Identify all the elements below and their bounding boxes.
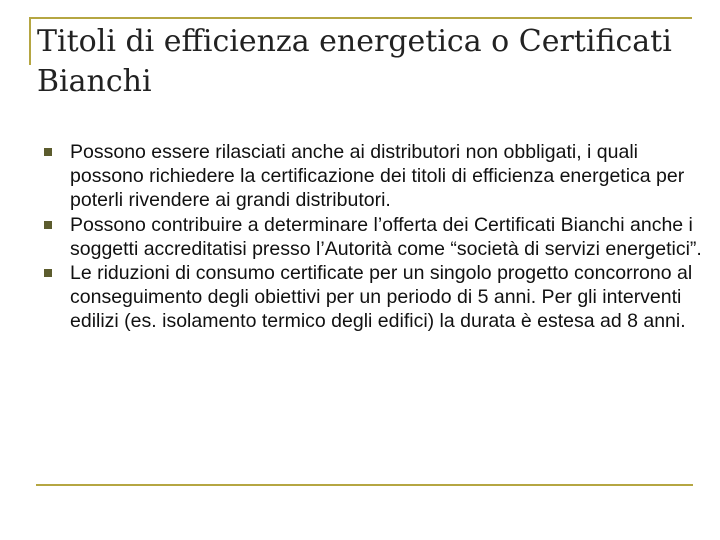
square-bullet-icon [44,269,52,277]
bullet-item [44,213,709,261]
bullet-item [44,261,709,334]
bullet-text: Possono essere rilasciati anche ai distributori non obbligati, i quali possono richiedere la certificazione dei titoli di efficienza energetica per poterli rivendere ai grandi distributori. [70,141,685,212]
square-bullet-icon [44,148,52,156]
square-bullet-icon [44,221,52,229]
bullet-item [44,140,709,213]
bullet-list [44,140,709,334]
bullet-text: Le riduzioni di consumo certificate per un singolo progetto concorrono al conseguimento degli obiettivi per un periodo di 5 anni. Per gli interventi edilizi (es. isolamento termico degli edifici) la durata è estesa ad 8 anni. [70,262,693,333]
bullet-text: Possono contribuire a determinare l’offerta dei Certificati Bianchi anche i soggetti accreditatisi presso l’Autorità come “società di servizi energetici”. [70,213,702,260]
frame-line-bottom [36,484,693,486]
frame-line-left [29,17,31,65]
slide-title: Titoli di efficienza energetica o Certificati Bianchi [37,24,672,99]
frame-line-top [30,17,692,19]
